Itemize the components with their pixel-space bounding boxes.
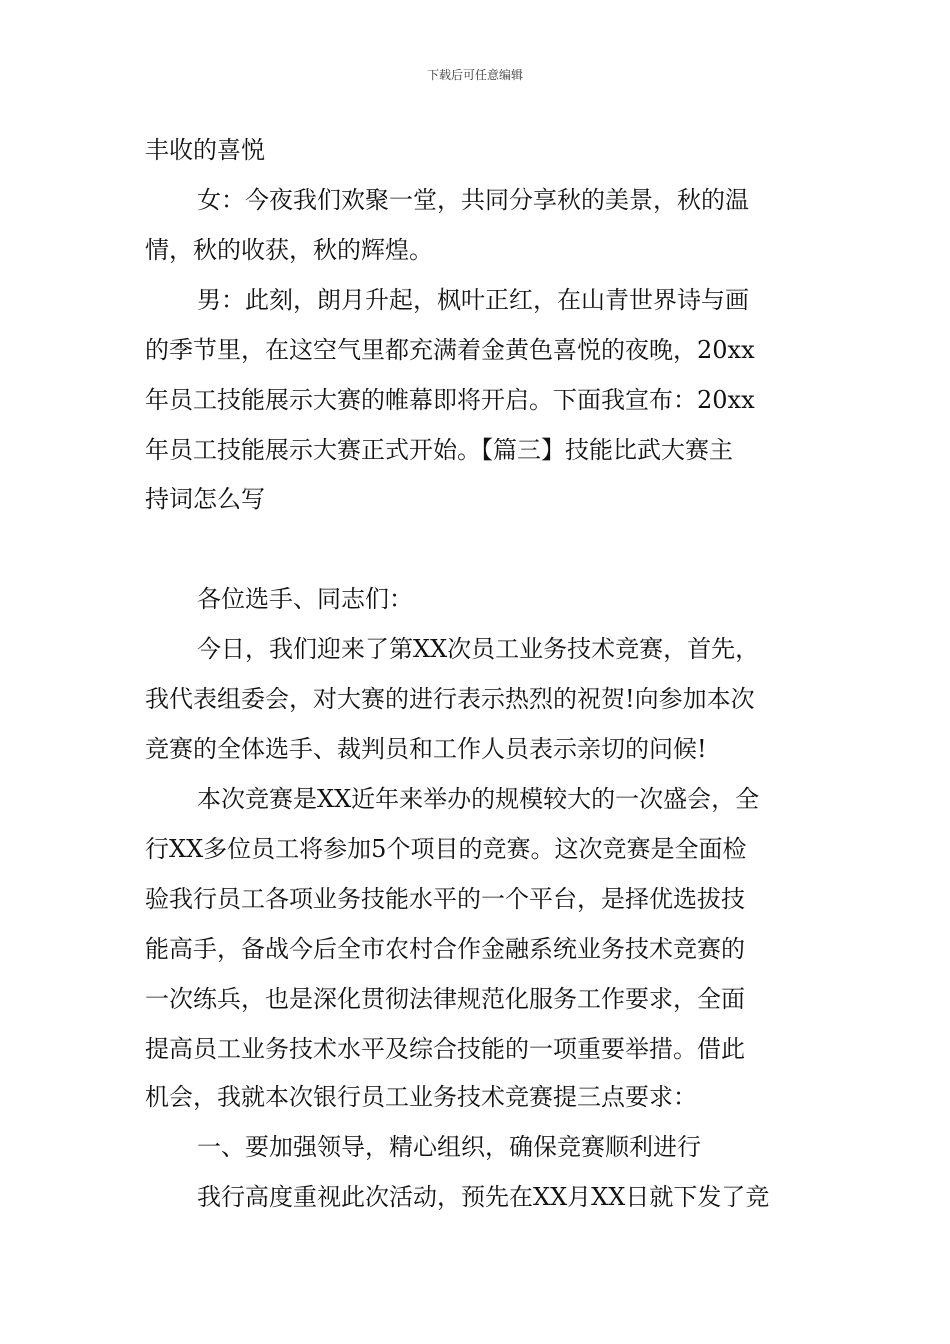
text-line-12: 竞赛的全体选手、裁判员和工作人员表示亲切的问候! — [145, 735, 707, 763]
text-line-10: 今日，我们迎来了第XX次员工业务技术竞赛，首先， — [197, 635, 760, 663]
text-line-13: 本次竞赛是XX近年来举办的规模较大的一次盛会，全 — [197, 785, 760, 813]
text-line-15: 验我行员工各项业务技能水平的一个平台，是择优选拔技 — [145, 885, 745, 913]
text-line-4: 男：此刻，朗月升起，枫叶正红，在山青世界诗与画 — [197, 286, 749, 314]
text-line-21: 我行高度重视此次活动，预先在XX月XX日就下发了竞 — [197, 1183, 770, 1211]
text-line-20: 一、要加强领导，精心组织，确保竞赛顺利进行 — [197, 1133, 701, 1161]
text-line-17: 一次练兵，也是深化贯彻法律规范化服务工作要求，全面 — [145, 985, 745, 1013]
text-line-9: 各位选手、同志们： — [197, 585, 413, 613]
text-line-16: 能高手，备战今后全市农村合作金融系统业务技术竞赛的 — [145, 935, 745, 963]
text-line-7: 年员工技能展示大赛正式开始。【篇三】技能比武大赛主 — [145, 436, 733, 464]
text-line-8: 持词怎么写 — [145, 485, 265, 513]
text-line-2: 女：今夜我们欢聚一堂，共同分享秋的美景，秋的温 — [197, 186, 749, 214]
text-line-1: 丰收的喜悦 — [145, 136, 265, 164]
text-line-3: 情，秋的收获，秋的辉煌。 — [145, 236, 433, 264]
text-line-19: 机会，我就本次银行员工业务技术竞赛提三点要求： — [145, 1083, 697, 1111]
text-line-14: 行XX多位员工将参加5个项目的竞赛。这次竞赛是全面检 — [145, 835, 747, 863]
text-line-5: 的季节里，在这空气里都充满着金黄色喜悦的夜晚，20xx — [145, 336, 755, 364]
text-line-18: 提高员工业务技术水平及综合技能的一项重要举措。借此 — [145, 1035, 745, 1063]
text-line-11: 我代表组委会，对大赛的进行表示热烈的祝贺!向参加本次 — [145, 685, 755, 713]
text-line-6: 年员工技能展示大赛的帷幕即将开启。下面我宣布：20xx — [145, 386, 755, 414]
page-header: 下载后可任意编辑 — [426, 68, 523, 82]
